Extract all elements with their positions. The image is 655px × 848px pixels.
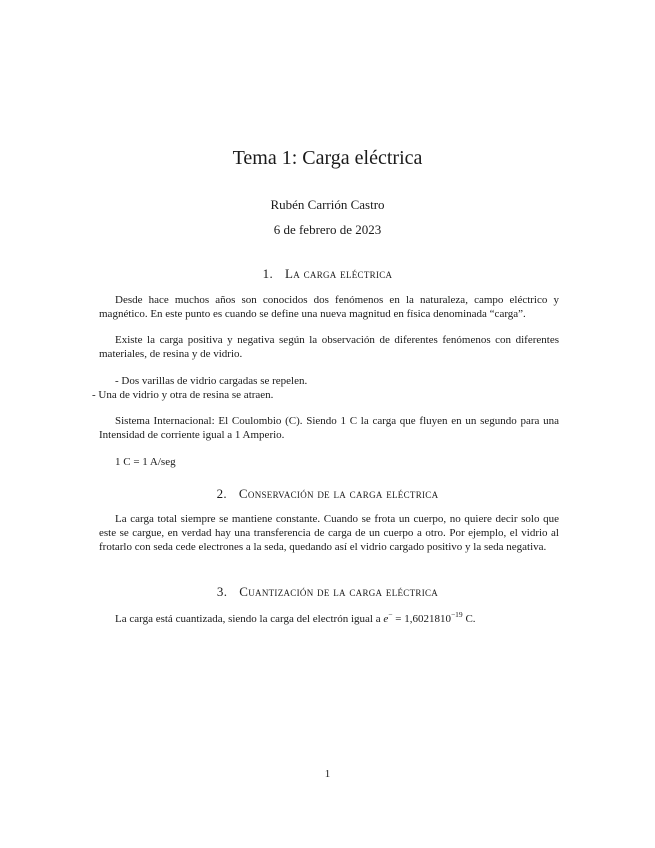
document-author: Rubén Carrión Castro (270, 197, 385, 212)
section-heading-1 (0, 266, 655, 282)
charge-value: = 1,6021810 (395, 613, 451, 625)
document-title: Tema 1: Carga eléctrica (232, 147, 423, 169)
paragraph: La carga total siempre se mantiene constante. Cuando se frota un cuerpo, no quiere decir solo que este se cargue, en verdad hay una transferencia de carga de un cuerpo a otro. Por ejemplo, el vidrio al frotarlo con seda cede electrones a la seda, quedando así el vidrio cargado positivo y la seda negativa. (99, 513, 559, 554)
section-title: Conservación de la carga eléctrica (238, 486, 439, 501)
page-number: 1 (324, 768, 331, 780)
document-date: 6 de febrero de 2023 (273, 222, 382, 237)
charge-exponent: −19 (450, 610, 463, 619)
section-number: 2. (216, 486, 227, 501)
section-heading-3 (0, 584, 655, 600)
section-number: 1. (262, 266, 273, 281)
list-item: - Una de vidrio y otra de resina se atraen. (92, 389, 274, 401)
charge-unit: C. (465, 613, 476, 625)
section-title: La carga eléctrica (285, 266, 393, 281)
paragraph: Sistema Internacional: El Coulombio (C). Siendo 1 C la carga que fluyen en un segundo para una Intensidad de corriente igual a 1 Amperio. (99, 415, 559, 442)
electron-symbol: e (383, 613, 389, 625)
section-number: 3. (216, 584, 228, 599)
electron-superscript: − (388, 610, 393, 619)
paragraph: Existe la carga positiva y negativa según la observación de diferentes fenómenos con diferentes materiales, de resina y de vidrio. (99, 334, 559, 361)
section-title: Cuantización de la carga eléctrica (239, 584, 439, 599)
paragraph (115, 612, 476, 626)
list-item: - Dos varillas de vidrio cargadas se repelen. (115, 375, 308, 387)
paragraph: Desde hace muchos años son conocidos dos fenómenos en la naturaleza, campo eléctrico y magnético. En este punto es cuando se define una nueva magnitud en física denominada “carga”. (99, 294, 559, 321)
section-heading-2 (0, 486, 655, 502)
paragraph-text: La carga está cuantizada, siendo la carga del electrón igual a (115, 613, 381, 625)
equation: 1 C = 1 A/seg (115, 456, 176, 468)
